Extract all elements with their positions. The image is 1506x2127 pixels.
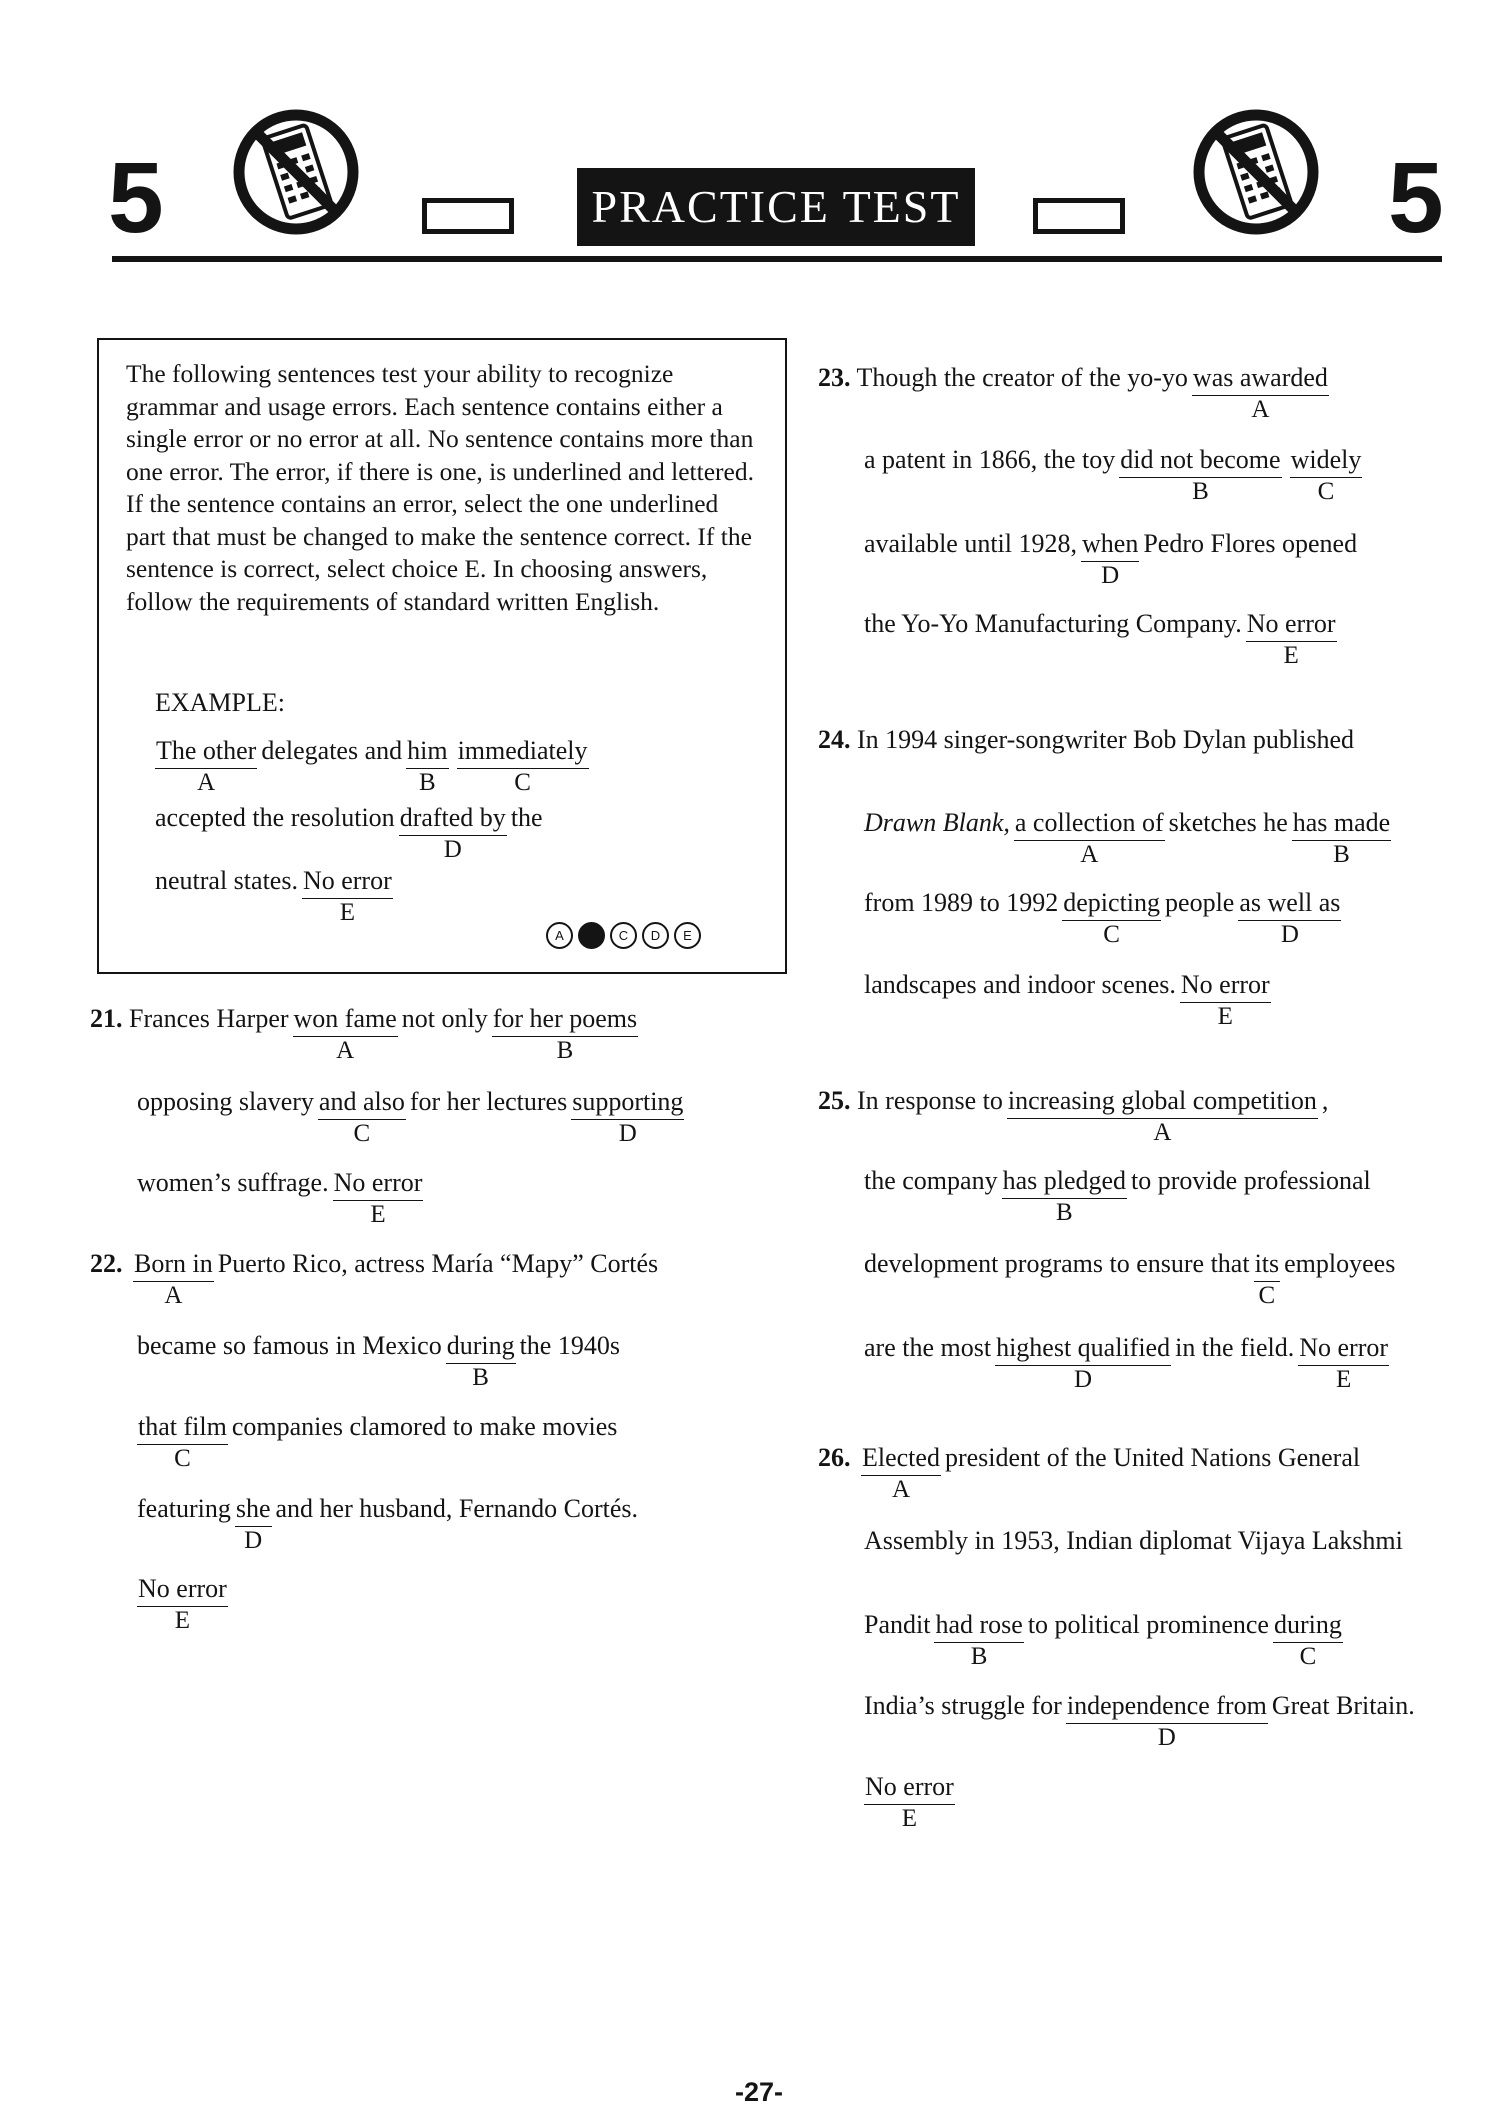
header-box-left: [422, 198, 514, 234]
example-line-3: neutral states. No error E: [155, 866, 392, 926]
underlined-choice-b: him B: [407, 736, 448, 796]
underlined-choice-b: has pledged B: [1002, 1166, 1127, 1226]
example-line-2: accepted the resolution drafted by D the: [155, 803, 543, 863]
question-21-line-2: opposing slavery and also C for her lectures supporting D: [137, 1087, 684, 1147]
underlined-choice-b: had rose B: [935, 1610, 1023, 1670]
question-23-line-2: a patent in 1866, the toy did not become B widely C: [864, 445, 1362, 505]
section-number-left: 5: [108, 142, 164, 254]
directions-text: The following sentences test your ability to recognize grammar and usage errors. Each sentence contains either a single error or no error at all. No sentence contains more than one error. The error, if there is one, is underlined and lettered. If the sentence contains an error, select the one underlined part that must be changed to make the sentence correct. If the sentence is correct, select choice E. In choosing answers, follow the requirements of standard written English.: [126, 359, 754, 616]
underlined-choice-b: for her poems B: [492, 1004, 638, 1064]
underlined-choice-d: supporting D: [572, 1087, 684, 1147]
underlined-choice-a: Born in A: [134, 1249, 213, 1309]
answer-bubble-c: C: [610, 922, 637, 949]
question-number: 25.: [818, 1086, 851, 1115]
underlined-choice-e: No error E: [302, 866, 392, 926]
underlined-choice-c: during C: [1273, 1610, 1342, 1670]
question-26-line-2: Assembly in 1953, Indian diplomat Vijaya Lakshmi: [864, 1526, 1403, 1555]
underlined-choice-e: No error E: [333, 1168, 423, 1228]
question-24-line-3: from 1989 to 1992 depicting C people as well as D: [864, 888, 1341, 948]
underlined-choice-c: widely C: [1290, 445, 1362, 505]
underlined-choice-a: was awarded A: [1192, 363, 1328, 423]
underlined-choice-e: No error E: [1246, 609, 1336, 669]
question-23-line-4: the Yo-Yo Manufacturing Company. No error E: [864, 609, 1336, 669]
question-22-line-2: became so famous in Mexico during B the 1940s: [137, 1331, 620, 1391]
no-calculator-icon: [232, 108, 360, 236]
question-24-line-4: landscapes and indoor scenes. No error E: [864, 970, 1270, 1030]
underlined-choice-c: depicting C: [1063, 888, 1161, 948]
question-number: 24.: [818, 725, 851, 754]
underlined-choice-d: highest qualified D: [996, 1333, 1171, 1393]
section-number-right: 5: [1388, 142, 1444, 254]
question-21: 21. Frances Harper won fame A not only for her poems B: [90, 1004, 638, 1064]
underlined-choice-c: immediately C: [457, 736, 588, 796]
question-26-line-3: Pandit had rose B to political prominence during C: [864, 1610, 1342, 1670]
underlined-choice-a: a collection of A: [1014, 808, 1164, 868]
example-line-1: The other A delegates and him B immediately C: [156, 736, 588, 796]
underlined-choice-d: independence from D: [1066, 1691, 1267, 1751]
underlined-choice-c: and also C: [318, 1087, 405, 1147]
question-number: 21.: [90, 1004, 123, 1033]
underlined-choice-d: when D: [1082, 529, 1139, 589]
no-calculator-icon: [1192, 108, 1320, 236]
answer-bubble-e: E: [674, 922, 701, 949]
underlined-choice-b: has made B: [1292, 808, 1391, 868]
question-25-line-2: the company has pledged B to provide professional: [864, 1166, 1371, 1226]
underlined-choice-c: its C: [1254, 1249, 1280, 1309]
question-22-line-5: [137, 1574, 232, 1635]
underlined-choice-b: did not become B: [1120, 445, 1281, 505]
underlined-choice-e: No error E: [1180, 970, 1270, 1030]
question-number: 26.: [818, 1443, 851, 1472]
question-22: 22. Born in A Puerto Rico, actress María “Mapy” Cortés: [90, 1249, 659, 1309]
header-box-right: [1033, 198, 1125, 234]
question-26: 26. Elected A president of the United Nations General: [818, 1443, 1361, 1503]
question-25: 25. In response to increasing global competition A ,: [818, 1086, 1329, 1146]
question-24: 24. In 1994 singer-songwriter Bob Dylan published: [818, 725, 1355, 754]
answer-bubble-a: A: [546, 922, 573, 949]
underlined-choice-d: she D: [235, 1494, 271, 1554]
underlined-choice-a: won fame A: [293, 1004, 397, 1064]
underlined-choice-d: drafted by D: [399, 803, 506, 863]
question-25-line-3: development programs to ensure that its C employees: [864, 1249, 1396, 1309]
underlined-choice-a: increasing global competition A: [1007, 1086, 1317, 1146]
answer-bubble-b-filled: B: [578, 922, 605, 949]
question-22-line-3: that film C companies clamored to make movies: [138, 1412, 618, 1472]
question-26-line-4: India’s struggle for independence from D Great Britain.: [864, 1691, 1415, 1751]
underlined-choice-a: The other A: [156, 736, 257, 796]
underlined-choice-e: No error E: [1299, 1333, 1389, 1393]
question-25-line-4: are the most highest qualified D in the field. No error E: [864, 1333, 1389, 1393]
underlined-choice-e: No error E: [865, 1772, 954, 1832]
example-answer-bubbles: [546, 922, 701, 949]
question-24-line-2: Drawn Blank, a collection of A sketches he has made B: [864, 808, 1391, 868]
example-label: EXAMPLE:: [155, 688, 285, 717]
underlined-choice-a: Elected A: [862, 1443, 940, 1503]
question-21-line-3: women’s suffrage. No error E: [137, 1168, 423, 1228]
underlined-choice-e: No error E: [138, 1574, 227, 1634]
question-26-line-5: [864, 1772, 959, 1833]
question-23: 23. Though the creator of the yo-yo was awarded A: [818, 363, 1328, 423]
question-number: 23.: [818, 363, 851, 392]
answer-bubble-d: D: [642, 922, 669, 949]
underlined-choice-b: during B: [446, 1331, 515, 1391]
header-rule: [112, 256, 1442, 262]
underlined-choice-d: as well as D: [1239, 888, 1341, 948]
page-title-banner: PRACTICE TEST: [577, 168, 975, 246]
underlined-choice-c: that film C: [138, 1412, 227, 1472]
question-23-line-3: available until 1928, when D Pedro Flores opened: [864, 529, 1358, 589]
question-number: 22.: [90, 1249, 123, 1278]
page-number: -27-: [735, 2077, 784, 2107]
question-22-line-4: featuring she D and her husband, Fernando Cortés.: [137, 1494, 638, 1554]
